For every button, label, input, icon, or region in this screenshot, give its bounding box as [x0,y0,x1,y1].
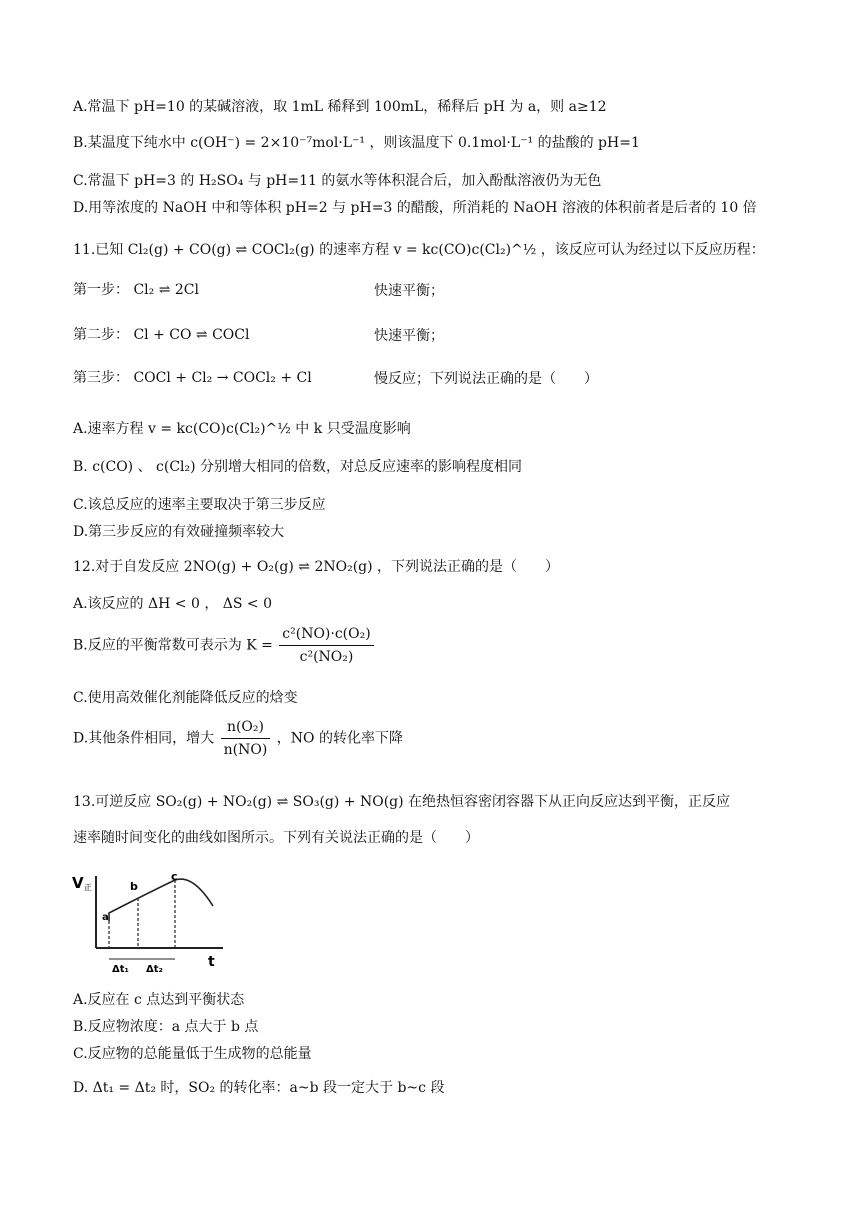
q11-option-c: C.该总反应的速率主要取决于第三步反应 [73,497,326,513]
y-axis-label: V [72,874,84,892]
step-equation: COCl + Cl₂ → COCl₂ + Cl [133,370,312,386]
q13-option-b: B.反应物浓度：a 点大于 b 点 [73,1019,259,1035]
step-equation: Cl₂ ⇌ 2Cl [133,282,199,298]
step-label: 第二步： [73,327,129,343]
ratio-fraction [221,718,271,759]
q11-step-2 [73,325,249,345]
step-equation: Cl + CO ⇌ COCl [133,327,250,343]
y-axis-subscript: 正 [84,883,92,892]
q11-stem: 11.已知 Cl₂(g) + CO(g) ⇌ COCl₂(g) 的速率方程 v = kc(CO)c(Cl₂)^½ ，该反应可认为经过以下反应历程： [73,242,765,258]
q10-option-a: A.常温下 pH=10 的某碱溶液，取 1mL 稀释到 100mL，稀释后 pH 为 a，则 a≥12 [73,99,607,115]
point-b-label: b [130,880,138,893]
q11-option-d: D.第三步反应的有效碰撞频率较大 [73,524,285,540]
dt2-label: Δt₂ [146,964,163,975]
fraction-denominator: c²(NO₂) [299,649,354,665]
option-suffix: ，NO 的转化率下降 [276,730,403,747]
q12-option-d [73,718,403,759]
q12-option-a: A.该反应的 ΔH < 0 ， ΔS < 0 [73,596,273,612]
q11-option-a: A.速率方程 v = kc(CO)c(Cl₂)^½ 中 k 只受温度影响 [73,421,411,437]
dt1-label: Δt₁ [112,964,129,975]
rate-curve [109,879,213,921]
equilibrium-constant-fraction [279,625,373,666]
x-axis-label: t [208,954,215,970]
q11-option-b: B. c(CO) 、 c(Cl₂) 分别增大相同的倍数，对总反应速率的影响程度相同 [73,459,523,475]
q11-step-1-note: 快速平衡； [374,283,444,299]
q11-step-3 [73,368,312,388]
step-label: 第一步： [73,282,129,298]
q11-step-1 [73,280,199,300]
option-prefix: B.反应的平衡常数可表示为 K = [73,637,273,654]
q13-option-d: D. Δt₁ = Δt₂ 时，SO₂ 的转化率：a~b 段一定大于 b~c 段 [73,1080,445,1096]
q12-option-c: C.使用高效催化剂能降低反应的焓变 [73,690,298,706]
rate-time-graph [68,868,233,978]
fraction-numerator: c²(NO)·c(O₂) [279,625,373,646]
q13-stem-line-2: 速率随时间变化的曲线如图所示。下列有关说法正确的是（ ） [73,830,479,846]
point-c-label: c [171,870,178,883]
q10-option-b: B.某温度下纯水中 c(OH⁻) = 2×10⁻⁷mol·L⁻¹ ，则该温度下 0.1mol·L⁻¹ 的盐酸的 pH=1 [73,135,640,151]
q10-option-d: D.用等浓度的 NaOH 中和等体积 pH=2 与 pH=3 的醋酸，所消耗的 NaOH 溶液的体积前者是后者的 10 倍 [73,200,757,216]
q11-step-3-note: 慢反应；下列说法正确的是（ ） [374,371,598,387]
q13-option-a: A.反应在 c 点达到平衡状态 [73,992,245,1008]
q10-option-c: C.常温下 pH=3 的 H₂SO₄ 与 pH=11 的氨水等体积混合后，加入酚酞溶液仍为无色 [73,173,602,189]
option-prefix: D.其他条件相同，增大 [73,730,215,747]
q12-option-b [73,625,376,666]
q13-stem-line-1: 13.可逆反应 SO₂(g) + NO₂(g) ⇌ SO₃(g) + NO(g) 在绝热恒容密闭容器下从正向反应达到平衡，正反应 [73,794,731,810]
fraction-numerator: n(O₂) [221,718,271,739]
q11-step-2-note: 快速平衡； [374,328,444,344]
point-a-label: a [102,912,109,923]
step-label: 第三步： [73,370,129,386]
q12-stem: 12.对于自发反应 2NO(g) + O₂(g) ⇌ 2NO₂(g) ，下列说法正确的是（ ） [73,559,560,575]
fraction-denominator: n(NO) [223,742,268,758]
q13-option-c: C.反应物的总能量低于生成物的总能量 [73,1046,312,1062]
